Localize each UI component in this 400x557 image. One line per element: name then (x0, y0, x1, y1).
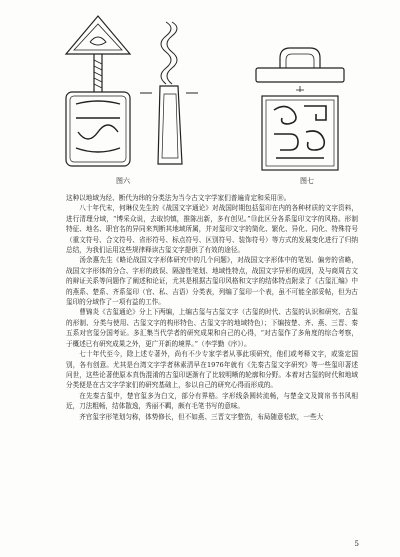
paragraph: 汤余惠先生《略论战国文字形体研究中的几个问题》，对战国文字形体中的笔划、偏旁的省略，战国文字形体的分合、字形的歧误、隔游性笔划、地域性特点，战国文字异形的成因，及与商周古文的辩证关系等问题作了阐述和论证，尤其是根据古玺印风格和文字的结体特点附录了《古玺汇编》中的燕系、楚系、齐系玺印（官、私、吉语）分类表，列编了玺印一个表，虽不可能全部妥帖，但为古玺印的分域作了一项有益的工作。 (66, 256, 358, 307)
paragraph: 齐官玺字形笔划匀称，体势修长，但不如燕、三晋文字整饬，布局随意松软，一些大 (79, 412, 324, 421)
figure-6-caption: 图六 (116, 177, 130, 185)
paragraph: 曹锦炎《古玺通论》分上下两编，上编古玺与古玺文字（古玺的时代、古玺的认识和研究、古玺的形制、分类与使用、古玺文字的构形特色、古玺文字的地域特色）；下编按楚、齐、燕、三晋、秦五系对官玺分国考证。多汇集当代学者的研究成果和自己的心得，“对古玺作了多角度的综合考察，于概述已有研究成果之外，更广开新的境界。”（李学勤《序》）。 (66, 308, 358, 348)
body-text (66, 193, 358, 422)
figure-6-seal-drawing (60, 14, 210, 172)
page-number: 5 (354, 540, 359, 548)
figure-7-caption: 图七 (300, 177, 314, 185)
figure-7-seal-drawing (250, 40, 350, 172)
paragraph: 七十年代至今，除上述专著外，尚有不少专家学者从事此项研究，他们或考释文字，或鉴定国别，各有创意。尤其是台湾文字学者林素清早在1976年就有《先秦古玺文字研究》等一些玺印著述问世，这些论著使原本真伪混淆的古玺印逐渐有了比较明晰的轮廓和分野。本着对古玺的时代和地域分类便是在古文字学家们的研究基础上，参以自己的研究心得而形成的。 (66, 350, 358, 390)
paragraph: 这种以地域为经、断代为纬的分类法为当今古文字学家们普遍肯定和采用⑩。 (66, 194, 291, 202)
paragraph: 八十年代末，何琳仪先生的《战国文字通论》对战国时期包括玺印在内的各种材质的文字资料，进行清理分域，“博采众说，去取钧慎，推陈出新，多有创见。”⑬此区分各系玺印文字的风格。形制特征、地名、职官名的异同来判断其地域所属，并对玺印文字的简化、繁化、异化、同化、特殊符号（重文符号、合文符号、省形符号、标点符号、区别符号、装饰符号）等方式的发展变化进行了归纳总结，为我们运用这些规律释读古玺文字提供了有效的途径。 (66, 204, 358, 255)
paragraph: 在先秦古玺中，楚官玺多为白文，部分有界格。字形线条圆转流畅，与楚金文及简帛书书风相近，刀法粗畅，结体散逸，秀丽不羁，颇有毛笔书写的意味。 (66, 391, 358, 411)
